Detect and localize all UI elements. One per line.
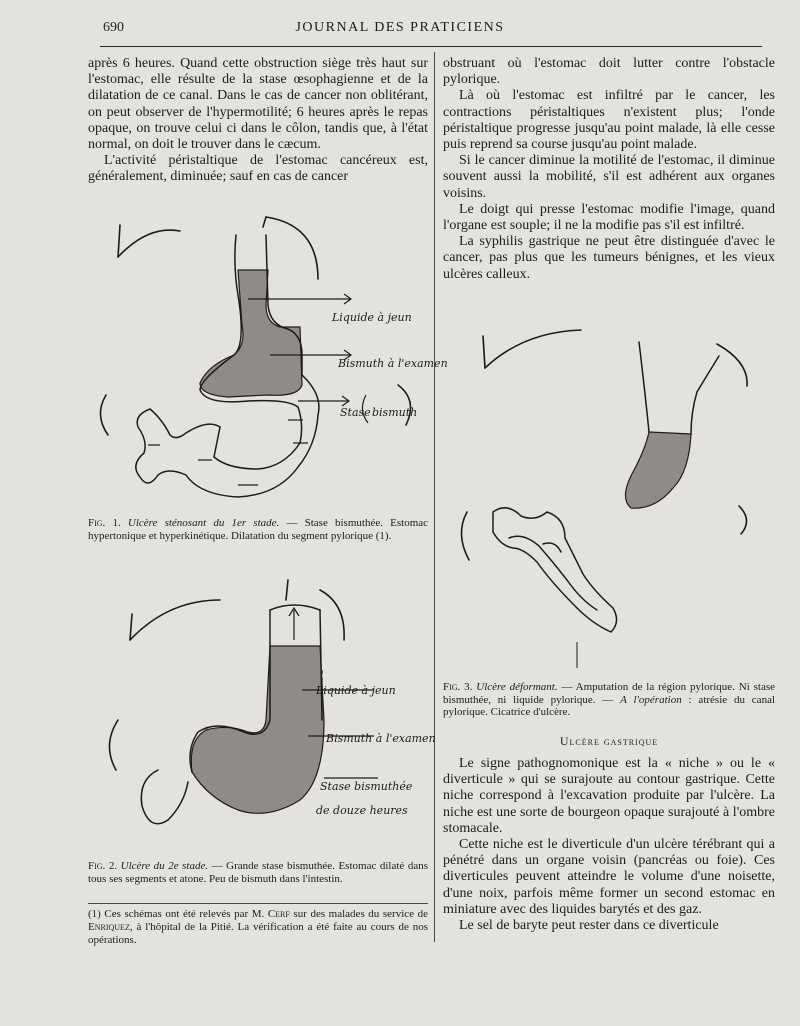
running-title: JOURNAL DES PRATICIENS bbox=[295, 20, 505, 35]
fig1-annotation-bismuth-2: bismuth bbox=[372, 406, 418, 419]
footnote-text-2: sur des malades du service de bbox=[289, 908, 428, 920]
footnote-rule bbox=[88, 903, 428, 904]
left-column bbox=[88, 56, 428, 186]
figure-3-title: Ulcère déformant. bbox=[476, 681, 558, 693]
fig2-annotation-bismuth: Bismuth à l'examen bbox=[326, 732, 436, 745]
figure-1-caption-text: — Stase bismuthée. Estomac hypertonique et hyperkinétique. Dilatation du segment pylorique (1). bbox=[88, 517, 429, 542]
figure-2-caption-text: — Grande stase bismuthée. Estomac dilaté dans tous ses segments et atone. Peu de bismuth dans l'intestin. bbox=[88, 860, 428, 885]
figure-2-label: Fig. 2. bbox=[88, 860, 118, 872]
figure-2 bbox=[88, 570, 436, 855]
fig1-stomach-shading bbox=[200, 270, 302, 397]
left-paragraph-1: après 6 heures. Quand cette obstruction siège très haut sur l'estomac, elle résulte de la stase œsophagienne et de la dilatation de ce canal. Dans le cas de cancer non oblitérant, on peut observer de l'hypermotilité; 6 heures après le repas opaque, on trouve celui ci dans le côlon, tandis que, à l'état normal, on doit le trouver dans le cæcum. bbox=[88, 56, 428, 153]
right-paragraph-2: Là où l'estomac est infiltré par le cancer, les contractions péristaltiques n'existent plus; l'onde péristaltique progresse jusqu'au point malade, là elle cesse puis reprend sa course jusqu'au point malade. bbox=[443, 88, 775, 153]
header-rule bbox=[100, 46, 762, 47]
figure-3-caption-text: — Amputation de la région pylorique. Ni stase bismuthée, ni liquide pylorique. — bbox=[443, 681, 775, 706]
fig1-annotation-stase: Stase bbox=[340, 406, 371, 419]
figure-3-caption bbox=[443, 681, 775, 719]
figure-1-label: Fig. 1. bbox=[88, 517, 121, 529]
fig2-stomach-shading bbox=[191, 646, 324, 813]
figure-3-caption-text-2: : atrésie du canal pylorique. Cicatrice d'ulcère. bbox=[443, 693, 776, 718]
right-paragraph-4: Le doigt qui presse l'estomac modifie l'image, quand l'organe est souple; il ne la modifie pas s'il est infiltré. bbox=[443, 201, 775, 234]
figure-3-drawing bbox=[443, 312, 775, 672]
right-column-section bbox=[443, 756, 775, 934]
figure-1-drawing bbox=[88, 205, 448, 510]
right-column bbox=[443, 56, 775, 283]
figure-1-caption bbox=[88, 517, 428, 542]
fig1-annotation-bismuth: Bismuth à l'examen bbox=[338, 357, 448, 370]
figure-2-caption bbox=[88, 860, 428, 885]
section-paragraph-3: Le sel de baryte peut rester dans ce diverticule bbox=[459, 918, 719, 934]
footnote-text-3: , à l'hôpital de la Pitié. La vérification a été faite au cours de nos opérations. bbox=[88, 921, 428, 946]
fig3-stomach-shading bbox=[625, 432, 691, 508]
figure-1 bbox=[88, 205, 448, 510]
figure-3 bbox=[443, 312, 775, 672]
figure-2-title: Ulcère du 2e stade. bbox=[120, 860, 209, 872]
right-paragraph-1: obstruant où l'estomac doit lutter contre l'obstacle pylorique. bbox=[443, 56, 775, 88]
section-paragraph-1: Le signe pathognomonique est la « niche » ou le « diverticule » qui se surajoute au contour gastrique. Cette niche correspond à l'excavation produite par l'ulcère. La niche est une sorte de bourgeon opaque surajouté à l'ombre stomacale. bbox=[443, 756, 775, 836]
footnote bbox=[88, 908, 428, 947]
footnote-text-1: (1) Ces schémas ont été relevés par M. bbox=[88, 908, 268, 920]
section-title-ulcere: Ulcère gastrique bbox=[559, 734, 659, 748]
fig1-annotation-liquide: Liquide à jeun bbox=[332, 311, 412, 324]
fig2-annotation-douze: de douze heures bbox=[316, 804, 408, 817]
figure-3-label: Fig. 3. bbox=[443, 681, 473, 693]
fig2-annotation-liquide: Liquide à jeun bbox=[316, 684, 396, 697]
footnote-name-1: Cerf bbox=[267, 908, 290, 920]
section-paragraph-2: Cette niche est le diverticule d'un ulcère térébrant qui a pénétré dans un organe voisin (pancréas ou foie). Ces diverticules peuvent atteindre le volume d'une noisette, d'une noix, parfois même former un second estomac en miniature avec des liquides barytés et des gaz. bbox=[443, 837, 775, 917]
column-divider bbox=[434, 52, 435, 942]
figure-2-drawing bbox=[88, 570, 436, 855]
footnote-name-2: Enriquez bbox=[88, 921, 130, 933]
right-paragraph-3: Si le cancer diminue la motilité de l'estomac, il diminue souvent aussi la mobilité, s'il est adhérent aux organes voisins. bbox=[443, 153, 775, 201]
left-paragraph-2: L'activité péristaltique de l'estomac cancéreux est, généralement, diminuée; sauf en cas de cancer bbox=[88, 153, 428, 185]
fig2-annotation-stase: Stase bismuthée bbox=[320, 780, 413, 793]
right-paragraph-5: La syphilis gastrique ne peut être distinguée d'avec le cancer, pas plus que les tumeurs bénignes, et les vieux ulcères calleux. bbox=[443, 234, 775, 282]
page-number: 690 bbox=[103, 20, 124, 35]
figure-3-caption-italic: A l'opération bbox=[620, 693, 682, 706]
figure-1-title: Ulcère sténosant du 1er stade. bbox=[127, 517, 280, 529]
page-header bbox=[0, 16, 800, 48]
